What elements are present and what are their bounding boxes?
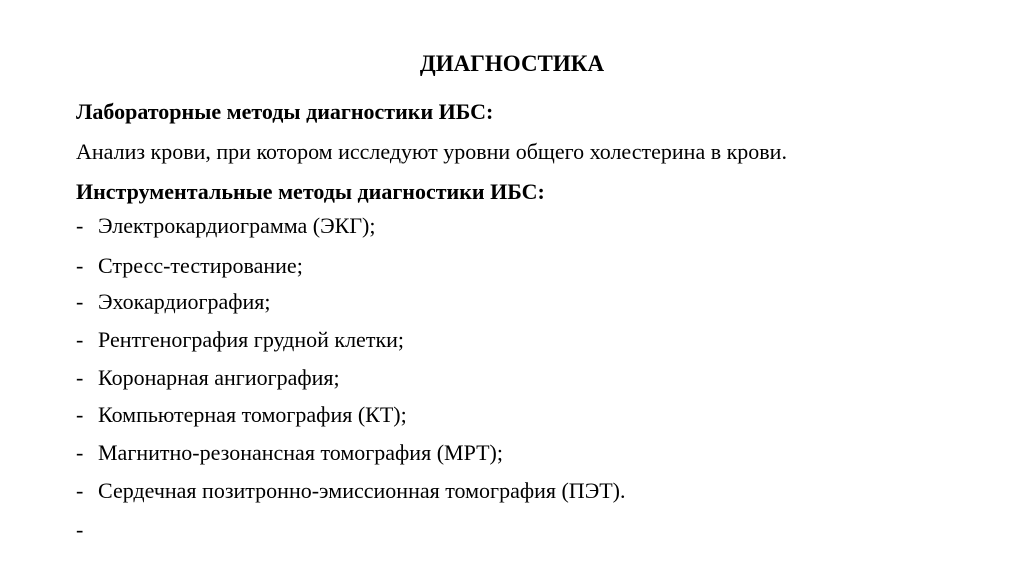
list-bullet: - [76,478,84,503]
list-item: Электрокардиограмма (ЭКГ); [98,213,376,238]
list-item: Магнитно-резонансная томография (МРТ); [98,440,503,465]
slide-title: ДИАГНОСТИКА [419,51,605,76]
list-bullet: - [76,365,84,390]
list-bullet: - [76,327,84,352]
list-bullet: - [76,440,84,465]
list-item: Компьютерная томография (КТ); [98,402,407,427]
list-item: Рентгенография грудной клетки; [98,327,405,352]
list-bullet: - [76,289,84,314]
list-bullet: - [76,213,84,238]
list-item: Стресс-тестирование; [98,253,303,278]
lab-methods-text: Анализ крови, при котором исследуют уровни общего холестерина в крови. [76,139,787,164]
list-item: Коронарная ангиография; [98,365,340,390]
list-bullet: - [76,402,84,427]
list-bullet: - [76,253,84,278]
instrumental-methods-heading: Инструментальные методы диагностики ИБС: [76,179,545,204]
list-item: Эхокардиография; [98,289,271,314]
list-item: Сердечная позитронно-эмиссионная томография (ПЭТ). [98,478,626,503]
lab-methods-heading: Лабораторные методы диагностики ИБС: [76,99,494,124]
list-bullet-empty: - [76,517,84,542]
